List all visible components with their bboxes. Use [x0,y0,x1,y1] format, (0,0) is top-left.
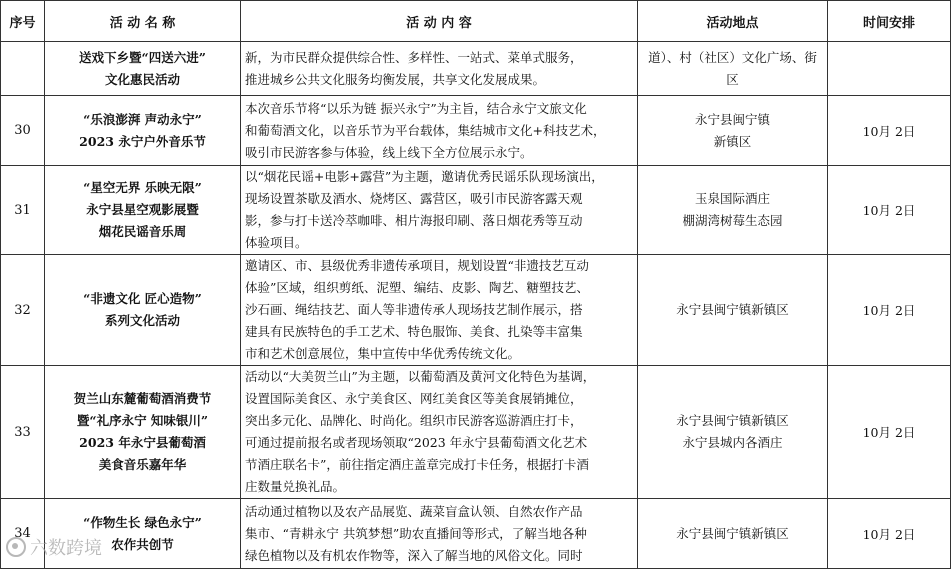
cell-time: 10月 2日 [828,255,951,366]
cell-time: 10月 2日 [828,499,951,569]
cell-name-line: 2023 年永宁县葡萄酒 [79,435,206,450]
cell-content-line: 和葡萄酒文化，以音乐节为平台载体，集结城市文化+科技艺术， [245,122,606,138]
watermark-text: 六数跨境 [30,538,102,559]
cell-location [638,42,828,96]
cell-content-line: 推进城乡公共文化服务均衡发展，共享文化发展成果。 [245,71,546,87]
cell-location [638,166,828,255]
cell-content-line: 新，为市民群众提供综合性、多样性、一站式、菜单式服务， [245,49,583,65]
cell-no: 30 [1,96,45,166]
header-content: 活 动 内 容 [241,1,638,42]
header-time: 时间安排 [828,1,951,42]
cell-content-line: 庄数量兑换礼品。 [245,479,346,494]
cell-name-line: “非遗文化 匠心造物” [83,291,202,306]
cell-location-line: 永宁县闽宁镇新镇区 [676,302,789,317]
table-row [1,366,951,499]
cell-time: 10月 2日 [828,166,951,255]
cell-content-line: 设置国际美食区、永宁美食区、网红美食区等美食展销摊位， [245,391,583,406]
cell-name-line: “星空无界 乐映无限” [83,180,202,195]
table-row [1,499,951,569]
cell-location-line: 永宁县闽宁镇新镇区 [676,525,789,541]
cell-location [638,366,828,499]
cell-name-line: 烟花民谣音乐周 [98,224,187,239]
cell-name-line: 送戏下乡暨“四送六进” [79,49,206,65]
cell-time: 10月 2日 [828,96,951,166]
header-location: 活动地点 [638,1,828,42]
cell-content-line: 突出多元化、品牌化、时尚化。组织市民游客巡游酒庄打卡， [245,413,583,428]
cell-name-line: 美食音乐嘉年华 [98,457,187,472]
cell-content [241,366,638,499]
cell-no: 34 [1,499,45,569]
cell-location [638,96,828,166]
cell-content-line: 可通过提前报名或者现场领取“2023 年永宁县葡萄酒文化艺术 [245,435,588,450]
cell-location-line: 区 [726,71,739,87]
cell-content-line: 活动通过植物以及农产品展览、蔬菜盲盒认领、自然农作产品 [245,503,583,519]
cell-location-line: 新镇区 [713,133,752,149]
watermark [6,534,102,560]
cell-location-line: 永宁县闽宁镇 [694,111,770,127]
cell-no: 31 [1,166,45,255]
cell-content-line: 体验”区域，组织剪纸、泥塑、编结、皮影、陶艺、糖塑技艺、 [245,280,589,295]
watermark-logo-icon [6,537,26,557]
cell-name [45,166,241,255]
cell-content-line: 现场设置茶歇及酒水、烧烤区、露营区，吸引市民游客露天观 [245,191,583,206]
cell-content [241,255,638,366]
table-row [1,166,951,255]
cell-content [241,166,638,255]
cell-name [45,42,241,96]
cell-content-line: 邀请区、市、县级优秀非遗传承项目，规划设置“非遗技艺互动 [245,258,589,273]
cell-name [45,96,241,166]
cell-content-line: 体验项目。 [245,235,308,250]
cell-location-line: 永宁县城内各酒庄 [682,435,783,450]
cell-content-line: 市和艺术创意展位，集中宣传中华优秀传统文化。 [245,346,521,361]
header-no: 序号 [1,1,45,42]
cell-content-line: 以“烟花民谣+电影+露营”为主题，邀请优秀民谣乐队现场演出， [245,169,604,184]
cell-name-line: “作物生长 绿色永宁” [83,514,202,530]
cell-time: 10月 2日 [828,366,951,499]
cell-name [45,366,241,499]
cell-location-line: 永宁县闽宁镇新镇区 [676,413,789,428]
cell-content [241,499,638,569]
cell-name-line: 永宁县星空观影展暨 [86,202,199,217]
cell-content-line: 本次音乐节将“以乐为链 振兴永宁”为主旨，结合永宁文旅文化 [245,100,587,116]
cell-name-line: 农作共创节 [111,536,174,552]
cell-content-line: 活动以“大美贺兰山”为主题，以葡萄酒及黄河文化特色为基调， [245,369,596,384]
cell-name-line: 暨“礼序永宁 知味银川” [76,413,209,428]
cell-name [45,255,241,366]
cell-location-line: 玉泉国际酒庄 [694,191,770,206]
table-row [1,42,951,96]
cell-content [241,42,638,96]
table-row [1,96,951,166]
cell-name-line: 贺兰山东麓葡萄酒消费节 [73,391,212,406]
cell-content-line: 建具有民族特色的手工艺术、特色服饰、美食、扎染等丰富集 [245,324,583,339]
cell-content [241,96,638,166]
cell-name-line: “乐浪澎湃 声动永宁” [83,111,202,127]
cell-location-line: 棚湖湾树莓生态园 [682,213,783,228]
cell-no: 32 [1,255,45,366]
cell-content-line: 影，参与打卡送冷萃咖啡、相片海报印刷、落日烟花秀等互动 [245,213,583,228]
cell-content-line: 沙石画、绳结技艺、面人等非遗传承人现场技艺制作展示，搭 [245,302,583,317]
cell-content-line: 吸引市民游客参与体验，线上线下全方位展示永宁。 [245,144,533,160]
cell-no: 33 [1,366,45,499]
cell-name-line: 系列文化活动 [104,313,180,328]
table-header-row [1,1,951,42]
cell-content-line: 集市、“青耕永宁 共筑梦想”助农直播间等形式，了解当地各种 [245,525,587,541]
cell-no [1,42,45,96]
cell-content-line: 节酒庄联名卡”，前往指定酒庄盖章完成打卡任务，根据打卡酒 [245,457,589,472]
table-row [1,255,951,366]
cell-name-line: 2023 永宁户外音乐节 [79,133,206,149]
cell-location [638,255,828,366]
cell-content-line: 绿色植物以及有机农作物等，深入了解当地的风俗文化。同时 [245,547,583,563]
cell-location-line: 道）、村（社区）文化广场、街 [648,49,817,65]
cell-time [828,42,951,96]
cell-location [638,499,828,569]
header-name: 活 动 名 称 [45,1,241,42]
cell-name-line: 文化惠民活动 [104,71,180,87]
